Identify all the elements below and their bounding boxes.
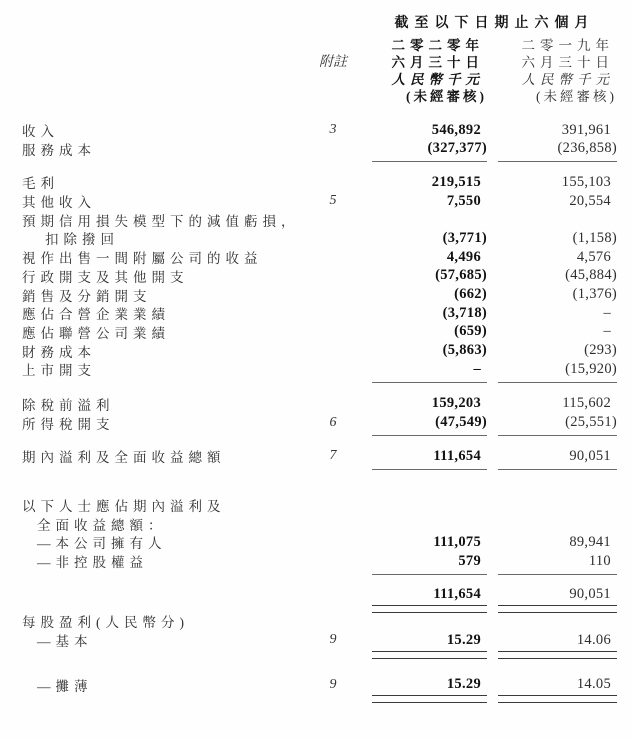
year-2020-label: 二零二零年 bbox=[391, 38, 484, 53]
table-row bbox=[22, 120, 617, 139]
row-label: 除稅前溢利 bbox=[22, 397, 115, 413]
value-2020: 15.29 bbox=[372, 676, 487, 693]
value-2020: 546,892 bbox=[431, 121, 481, 138]
value-2019: (45,884) bbox=[565, 267, 617, 284]
value-2020: (3,718) bbox=[442, 304, 487, 321]
row-label: 行政開支及其他開支 bbox=[22, 269, 189, 285]
period-title-row bbox=[22, 10, 617, 34]
row-label: 每股盈利(人民幣分) bbox=[22, 615, 189, 631]
value-2020: 219,515 bbox=[431, 173, 481, 190]
value-2019: 4,576 bbox=[576, 248, 611, 265]
row-label: 以下人士應佔期內溢利及 bbox=[22, 499, 226, 514]
table-row bbox=[22, 322, 617, 341]
table-row bbox=[22, 611, 617, 630]
value-2019: – bbox=[603, 304, 611, 321]
value-2020: 579 bbox=[372, 553, 487, 570]
value-2020: 7,550 bbox=[446, 192, 481, 209]
row-label: —非控股權益 bbox=[37, 555, 148, 571]
row-label: —攤薄 bbox=[37, 678, 93, 694]
value-2019: 110 bbox=[498, 553, 617, 570]
row-label: 銷售及分銷開支 bbox=[22, 288, 152, 304]
table-row bbox=[22, 630, 617, 649]
note-reference: 9 bbox=[329, 676, 337, 692]
value-2019: (236,858) bbox=[498, 140, 617, 157]
value-2019: (15,920) bbox=[498, 361, 617, 378]
row-label: 財務成本 bbox=[22, 344, 96, 360]
statement-rows bbox=[22, 120, 617, 694]
value-2020: (57,685) bbox=[435, 267, 487, 284]
statement-header bbox=[22, 10, 617, 102]
row-label: —基本 bbox=[37, 634, 93, 650]
audit-row bbox=[22, 85, 617, 102]
value-2020: 111,654 bbox=[372, 448, 487, 465]
note-reference: 9 bbox=[329, 632, 337, 648]
currency-2020-label: 人民幣千元 bbox=[391, 72, 484, 87]
year-2019-label: 二零一九年 bbox=[521, 38, 614, 53]
value-2020: 4,496 bbox=[446, 248, 481, 265]
table-row bbox=[22, 285, 617, 304]
value-2020: (47,549) bbox=[372, 414, 487, 431]
table-row bbox=[22, 359, 617, 378]
table-row bbox=[22, 394, 617, 413]
table-row bbox=[22, 585, 617, 604]
value-2019: 14.06 bbox=[498, 632, 617, 649]
table-row bbox=[22, 532, 617, 551]
audit-2020-label: (未經審核) bbox=[406, 89, 487, 104]
note-reference: 5 bbox=[329, 193, 337, 209]
value-2020: (659) bbox=[454, 323, 487, 340]
table-row bbox=[22, 191, 617, 210]
table-row bbox=[22, 210, 617, 229]
year-row bbox=[22, 34, 617, 51]
table-row bbox=[22, 172, 617, 191]
value-2019: 391,961 bbox=[561, 121, 611, 138]
table-row bbox=[22, 514, 617, 533]
value-2019: 90,051 bbox=[498, 448, 617, 465]
row-label: 應佔合營企業業績 bbox=[22, 307, 170, 323]
row-label: 預期信用損失模型下的減值虧損， bbox=[22, 213, 300, 229]
note-reference: 7 bbox=[329, 448, 337, 464]
value-2019: 89,941 bbox=[569, 533, 611, 550]
row-label: 上市開支 bbox=[22, 363, 96, 379]
value-2020: 111,075 bbox=[433, 533, 481, 550]
row-label: 應佔聯營公司業績 bbox=[22, 325, 170, 341]
value-2019: 90,051 bbox=[498, 586, 617, 603]
audit-2019-label: (未經審核) bbox=[536, 89, 617, 104]
table-row bbox=[22, 247, 617, 266]
currency-2019-label: 人民幣千元 bbox=[521, 72, 614, 87]
table-row bbox=[22, 675, 617, 694]
period-title: 截至以下日期止六個月 bbox=[394, 16, 595, 31]
table-row bbox=[22, 413, 617, 432]
row-label: 視作出售一間附屬公司的收益 bbox=[22, 251, 263, 267]
value-2019: – bbox=[603, 323, 611, 340]
value-2019: (293) bbox=[584, 342, 617, 359]
note-column-label: 附註 bbox=[319, 55, 347, 70]
value-2020: (5,863) bbox=[442, 342, 487, 359]
value-2020: 159,203 bbox=[431, 395, 481, 412]
row-label: 扣除撥回 bbox=[45, 232, 119, 248]
value-2020: (3,771) bbox=[442, 229, 487, 246]
value-2019: (25,551) bbox=[498, 414, 617, 431]
date-2020-label: 六月三十日 bbox=[391, 55, 484, 70]
value-2020: (662) bbox=[454, 286, 487, 302]
date-row bbox=[22, 51, 617, 68]
table-row bbox=[22, 495, 617, 514]
table-row bbox=[22, 303, 617, 322]
table-row bbox=[22, 228, 617, 247]
value-2020: 111,654 bbox=[372, 586, 487, 603]
value-2019: 115,602 bbox=[562, 395, 611, 412]
table-row bbox=[22, 341, 617, 360]
row-label: 收入 bbox=[22, 124, 59, 139]
row-label: 服務成本 bbox=[22, 142, 96, 158]
value-2019: 14.05 bbox=[498, 676, 617, 693]
value-2019: (1,158) bbox=[572, 229, 617, 246]
note-reference: 3 bbox=[329, 122, 337, 137]
value-2020: (327,377) bbox=[372, 140, 487, 157]
row-label: 毛利 bbox=[22, 176, 59, 192]
table-row bbox=[22, 266, 617, 285]
value-2020: – bbox=[372, 361, 487, 378]
row-label: 所得稅開支 bbox=[22, 416, 115, 432]
value-2019: 20,554 bbox=[569, 192, 611, 209]
row-label: 全面收益總額： bbox=[37, 517, 167, 533]
row-label: 期內溢利及全面收益總額 bbox=[22, 450, 226, 466]
table-row bbox=[22, 551, 617, 570]
value-2019: (1,376) bbox=[572, 286, 617, 302]
value-2019: 155,103 bbox=[561, 173, 611, 190]
table-row bbox=[22, 139, 617, 158]
value-2020: 15.29 bbox=[372, 632, 487, 649]
row-label: —本公司擁有人 bbox=[37, 536, 167, 552]
row-label: 其他收入 bbox=[22, 195, 96, 211]
note-reference: 6 bbox=[329, 414, 337, 430]
date-2019-label: 六月三十日 bbox=[521, 55, 614, 70]
table-row bbox=[22, 446, 617, 465]
